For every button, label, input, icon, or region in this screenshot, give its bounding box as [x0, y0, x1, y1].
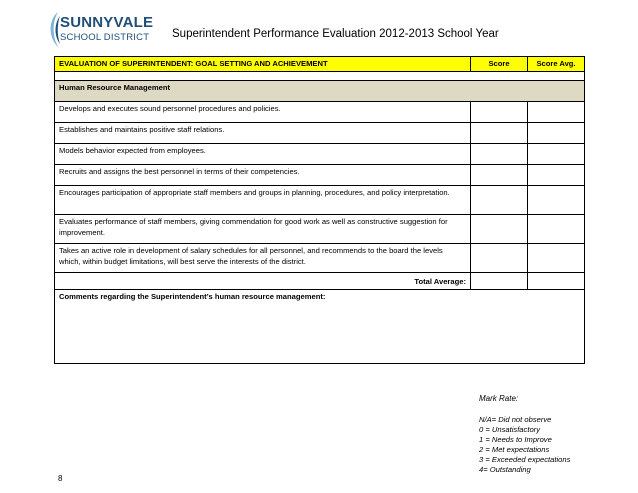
legend-title: Mark Rate:: [479, 394, 519, 403]
total-score-avg-cell[interactable]: [528, 273, 585, 290]
logo-text-line2: SCHOOL DISTRICT: [60, 32, 150, 43]
table-row: [55, 244, 585, 273]
score-avg-cell[interactable]: [528, 165, 585, 186]
score-cell[interactable]: [471, 102, 528, 123]
comments-field[interactable]: [55, 290, 585, 364]
legend-item: 0 = Unsatisfactory: [479, 425, 540, 434]
score-cell[interactable]: [471, 215, 528, 244]
table-header-row: [55, 57, 585, 72]
criterion-text: Establishes and maintains positive staff relations.: [55, 123, 471, 144]
legend-item: 3 = Exceeded expectations: [479, 455, 571, 464]
page-number: 8: [58, 474, 63, 483]
score-cell[interactable]: [471, 244, 528, 273]
table-row: [55, 102, 585, 123]
score-avg-cell[interactable]: [528, 215, 585, 244]
score-avg-cell[interactable]: [528, 144, 585, 165]
total-average-label: Total Average:: [55, 273, 471, 290]
score-avg-column-header: Score Avg.: [528, 57, 585, 72]
section-row: [55, 81, 585, 102]
spacer-row: [55, 72, 585, 81]
score-avg-cell[interactable]: [528, 244, 585, 273]
score-avg-cell[interactable]: [528, 186, 585, 215]
score-avg-cell[interactable]: [528, 123, 585, 144]
legend-item: 2 = Met expectations: [479, 445, 550, 454]
mark-rate-legend: [479, 394, 570, 475]
section-title: Human Resource Management: [55, 81, 585, 102]
sunnyvale-logo: [46, 10, 166, 52]
comments-label: Comments regarding the Superintendent’s human resource management:: [59, 292, 326, 302]
score-avg-cell[interactable]: [528, 102, 585, 123]
legend-item: 1 = Needs to Improve: [479, 435, 552, 444]
score-cell[interactable]: [471, 165, 528, 186]
logo-text-line1: SUNNYVALE: [60, 14, 154, 31]
criterion-text: Takes an active role in development of salary schedules for all personnel, and recommends to the board the levels which, within budget limitations, will best serve the interests of the district.: [55, 244, 471, 273]
criterion-text: Evaluates performance of staff members, giving commendation for good work as well as constructive suggestion for improvement.: [55, 215, 471, 244]
criterion-text: Recruits and assigns the best personnel in terms of their competencies.: [55, 165, 471, 186]
table-row: [55, 165, 585, 186]
table-row: [55, 123, 585, 144]
criterion-text: Develops and executes sound personnel procedures and policies.: [55, 102, 471, 123]
legend-item: 4= Outstanding: [479, 465, 531, 474]
score-column-header: Score: [471, 57, 528, 72]
table-row: [55, 144, 585, 165]
table-title: EVALUATION OF SUPERINTENDENT: GOAL SETTING AND ACHIEVEMENT: [55, 57, 471, 72]
criterion-text: Encourages participation of appropriate staff members and groups in planning, procedures, and policy interpretation.: [55, 186, 471, 215]
score-cell[interactable]: [471, 144, 528, 165]
comments-row: [55, 290, 585, 364]
total-row: [55, 273, 585, 290]
table-row: [55, 215, 585, 244]
table-row: [55, 186, 585, 215]
score-cell[interactable]: [471, 186, 528, 215]
document-title: Superintendent Performance Evaluation 2012-2013 School Year: [172, 28, 499, 40]
legend-item: N/A= Did not observe: [479, 415, 552, 424]
evaluation-table: [54, 56, 585, 364]
total-score-cell[interactable]: [471, 273, 528, 290]
score-cell[interactable]: [471, 123, 528, 144]
criterion-text: Models behavior expected from employees.: [55, 144, 471, 165]
